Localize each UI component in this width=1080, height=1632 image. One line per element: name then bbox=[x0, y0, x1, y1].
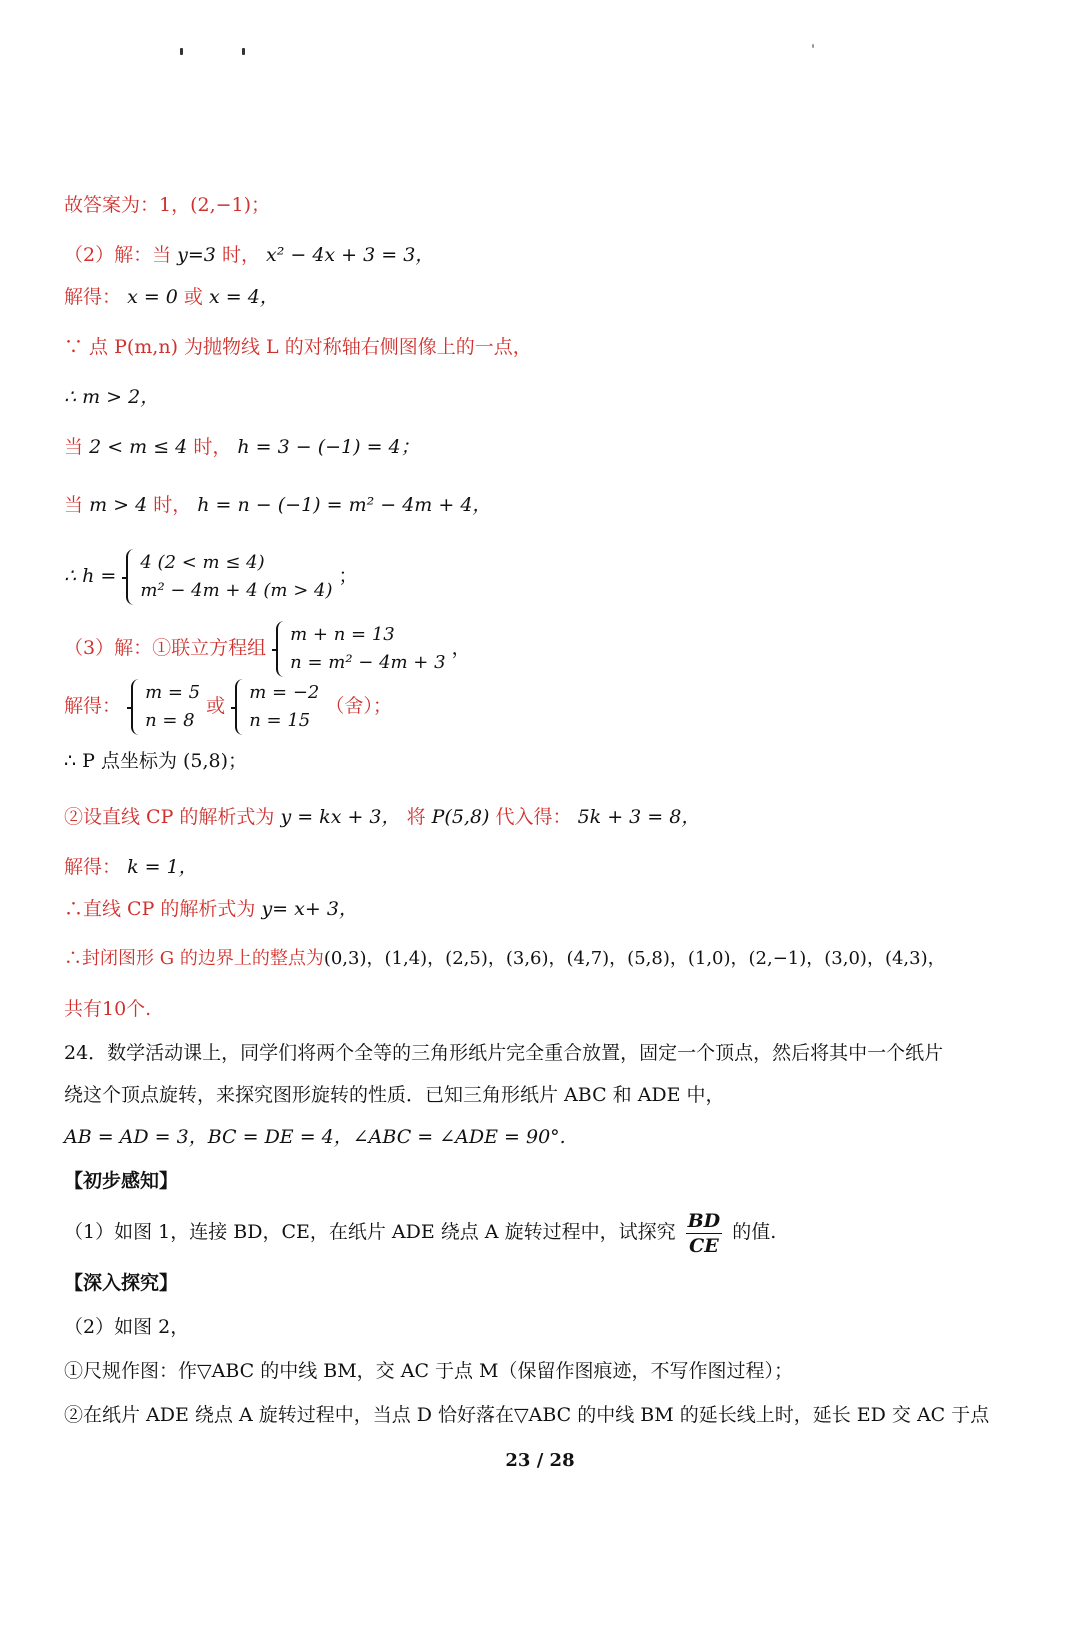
solution-row: m = 5 bbox=[145, 682, 201, 703]
solution-line-5 bbox=[64, 384, 1020, 410]
math: y = kx + 3， bbox=[280, 806, 401, 828]
question-24-part-2-2 bbox=[64, 1402, 1020, 1428]
solution-line-14 bbox=[64, 896, 1020, 922]
scan-mark bbox=[812, 44, 814, 48]
solution-row: m = −2 bbox=[249, 682, 320, 703]
solution-line-6 bbox=[64, 434, 1020, 460]
question-text: 绕这个顶点旋转，来探究图形旋转的性质．已知三角形纸片 ABC 和 ADE 中， bbox=[64, 1084, 725, 1106]
statement: ∴ P 点坐标为 (5,8)； bbox=[64, 750, 248, 772]
solution-line-3 bbox=[64, 284, 1020, 310]
math: x = 4， bbox=[208, 286, 279, 308]
math: P(5,8) bbox=[431, 806, 490, 828]
solution-line-4 bbox=[64, 334, 1020, 360]
math: h = 3 − (−1) = 4； bbox=[237, 436, 420, 458]
fraction bbox=[686, 1209, 723, 1258]
math: (0,3)，(1,4)，(2,5)，(3,6)，(4,7)，(5,8)，(1,0)，(2,−1)，(3,0)，(4,3)， bbox=[323, 948, 946, 969]
solution-line-2 bbox=[64, 242, 1020, 268]
math: k = 1， bbox=[127, 856, 198, 878]
system-brace bbox=[276, 621, 445, 677]
label: 当 bbox=[64, 436, 84, 458]
solution-line-7 bbox=[64, 492, 1020, 518]
label: 当 bbox=[64, 494, 84, 516]
label: 解得： bbox=[64, 286, 122, 308]
label: ∴封闭图形 G 的边界上的整点为 bbox=[64, 948, 324, 969]
math: 5k + 3 = 8， bbox=[577, 806, 701, 828]
label: 时， bbox=[221, 244, 260, 266]
label: 或 bbox=[206, 695, 226, 717]
system-solutions bbox=[64, 678, 1020, 735]
question-text: ②在纸片 ADE 绕点 A 旋转过程中，当点 D 恰好落在▽ABC 的中线 BM 的延长线上时，延长 ED 交 AC 于点 bbox=[64, 1404, 990, 1426]
math: y=3 bbox=[177, 244, 216, 266]
label: （舍）； bbox=[325, 695, 392, 717]
piecewise-h bbox=[64, 548, 1020, 605]
label: （2）解：当 bbox=[64, 244, 172, 266]
label: ②设直线 CP 的解析式为 bbox=[64, 806, 275, 828]
label: ∴直线 CP 的解析式为 bbox=[64, 898, 256, 920]
punct: ； bbox=[338, 565, 358, 587]
equation-row: m + n = 13 bbox=[290, 624, 395, 645]
question-text: 的值. bbox=[732, 1221, 777, 1243]
question-text: （1）如图 1，连接 BD，CE，在纸片 ADE 绕点 A 旋转过程中，试探究 bbox=[64, 1221, 676, 1243]
solution-row: n = 15 bbox=[249, 710, 311, 731]
solution-line-11 bbox=[64, 748, 1020, 774]
question-text: ①尺规作图：作▽ABC 的中线 BM，交 AC 于点 M（保留作图痕迹，不写作图过程）； bbox=[64, 1360, 794, 1382]
punct: ， bbox=[451, 637, 471, 659]
statement: ∵ 点 P(m,n) 为抛物线 L 的对称轴右侧图像上的一点， bbox=[64, 336, 532, 358]
math: h = n − (−1) = m² − 4m + 4， bbox=[197, 494, 492, 516]
question-text: 24．数学活动课上，同学们将两个全等的三角形纸片完全重合放置，固定一个顶点，然后将其中一个纸片 bbox=[64, 1042, 944, 1064]
question-24-line-3 bbox=[64, 1124, 1020, 1150]
label: 解得： bbox=[64, 856, 122, 878]
solution-line-16 bbox=[64, 996, 1020, 1022]
label: 时， bbox=[193, 436, 232, 458]
answer-text: 故答案为：1，(2,−1)； bbox=[64, 194, 271, 216]
question-24-part-1 bbox=[64, 1208, 1020, 1258]
scan-mark bbox=[180, 48, 183, 55]
denominator: CE bbox=[689, 1234, 719, 1257]
numerator: BD bbox=[687, 1209, 721, 1232]
system-equations bbox=[64, 620, 1020, 677]
equation-row: n = m² − 4m + 3 bbox=[290, 652, 446, 673]
label: （3）解：①联立方程组 bbox=[64, 637, 267, 659]
brace-icon bbox=[126, 549, 138, 605]
math: x = 0 bbox=[127, 286, 178, 308]
case-row: 4 (2 < m ≤ 4) bbox=[140, 552, 265, 573]
statement: 共有10个. bbox=[64, 998, 152, 1020]
question-24-part-2-1 bbox=[64, 1358, 1020, 1384]
label: 将 bbox=[406, 806, 426, 828]
math: x² − 4x + 3 = 3， bbox=[266, 244, 435, 266]
math: m > 4 bbox=[89, 494, 148, 516]
math: y= x+ 3， bbox=[261, 898, 358, 920]
math: ∴ h = bbox=[64, 565, 117, 587]
brace-icon bbox=[131, 679, 143, 735]
brace-icon bbox=[235, 679, 247, 735]
page-number: 23 / 28 bbox=[505, 1450, 575, 1471]
label: 解得： bbox=[64, 695, 122, 717]
section-heading-1 bbox=[64, 1168, 1020, 1194]
question-24-part-2 bbox=[64, 1314, 1020, 1340]
solution-row: n = 8 bbox=[145, 710, 195, 731]
question-text: AB = AD = 3，BC = DE = 4，∠ABC = ∠ADE = 90°. bbox=[64, 1126, 566, 1148]
section-title: 【深入探究】 bbox=[64, 1272, 179, 1294]
question-text: （2）如图 2， bbox=[64, 1316, 190, 1338]
solution-brace-b bbox=[235, 679, 319, 735]
answer-line-1 bbox=[64, 192, 1020, 218]
question-24-line-1 bbox=[64, 1040, 1020, 1066]
label: 代入得： bbox=[495, 806, 572, 828]
solution-line-15 bbox=[64, 946, 1020, 972]
label: 或 bbox=[183, 286, 203, 308]
solution-line-13 bbox=[64, 854, 1020, 880]
scan-mark bbox=[242, 48, 245, 55]
statement: ∴ m > 2， bbox=[64, 386, 160, 408]
piecewise-brace bbox=[126, 549, 332, 605]
solution-line-12 bbox=[64, 804, 1020, 830]
label: 时， bbox=[153, 494, 192, 516]
brace-icon bbox=[276, 621, 288, 677]
case-row: m² − 4m + 4 (m > 4) bbox=[140, 580, 333, 601]
section-title: 【初步感知】 bbox=[64, 1170, 179, 1192]
math: 2 < m ≤ 4 bbox=[89, 436, 188, 458]
question-24-line-2 bbox=[64, 1082, 1020, 1108]
solution-brace-a bbox=[131, 679, 200, 735]
section-heading-2 bbox=[64, 1270, 1020, 1296]
